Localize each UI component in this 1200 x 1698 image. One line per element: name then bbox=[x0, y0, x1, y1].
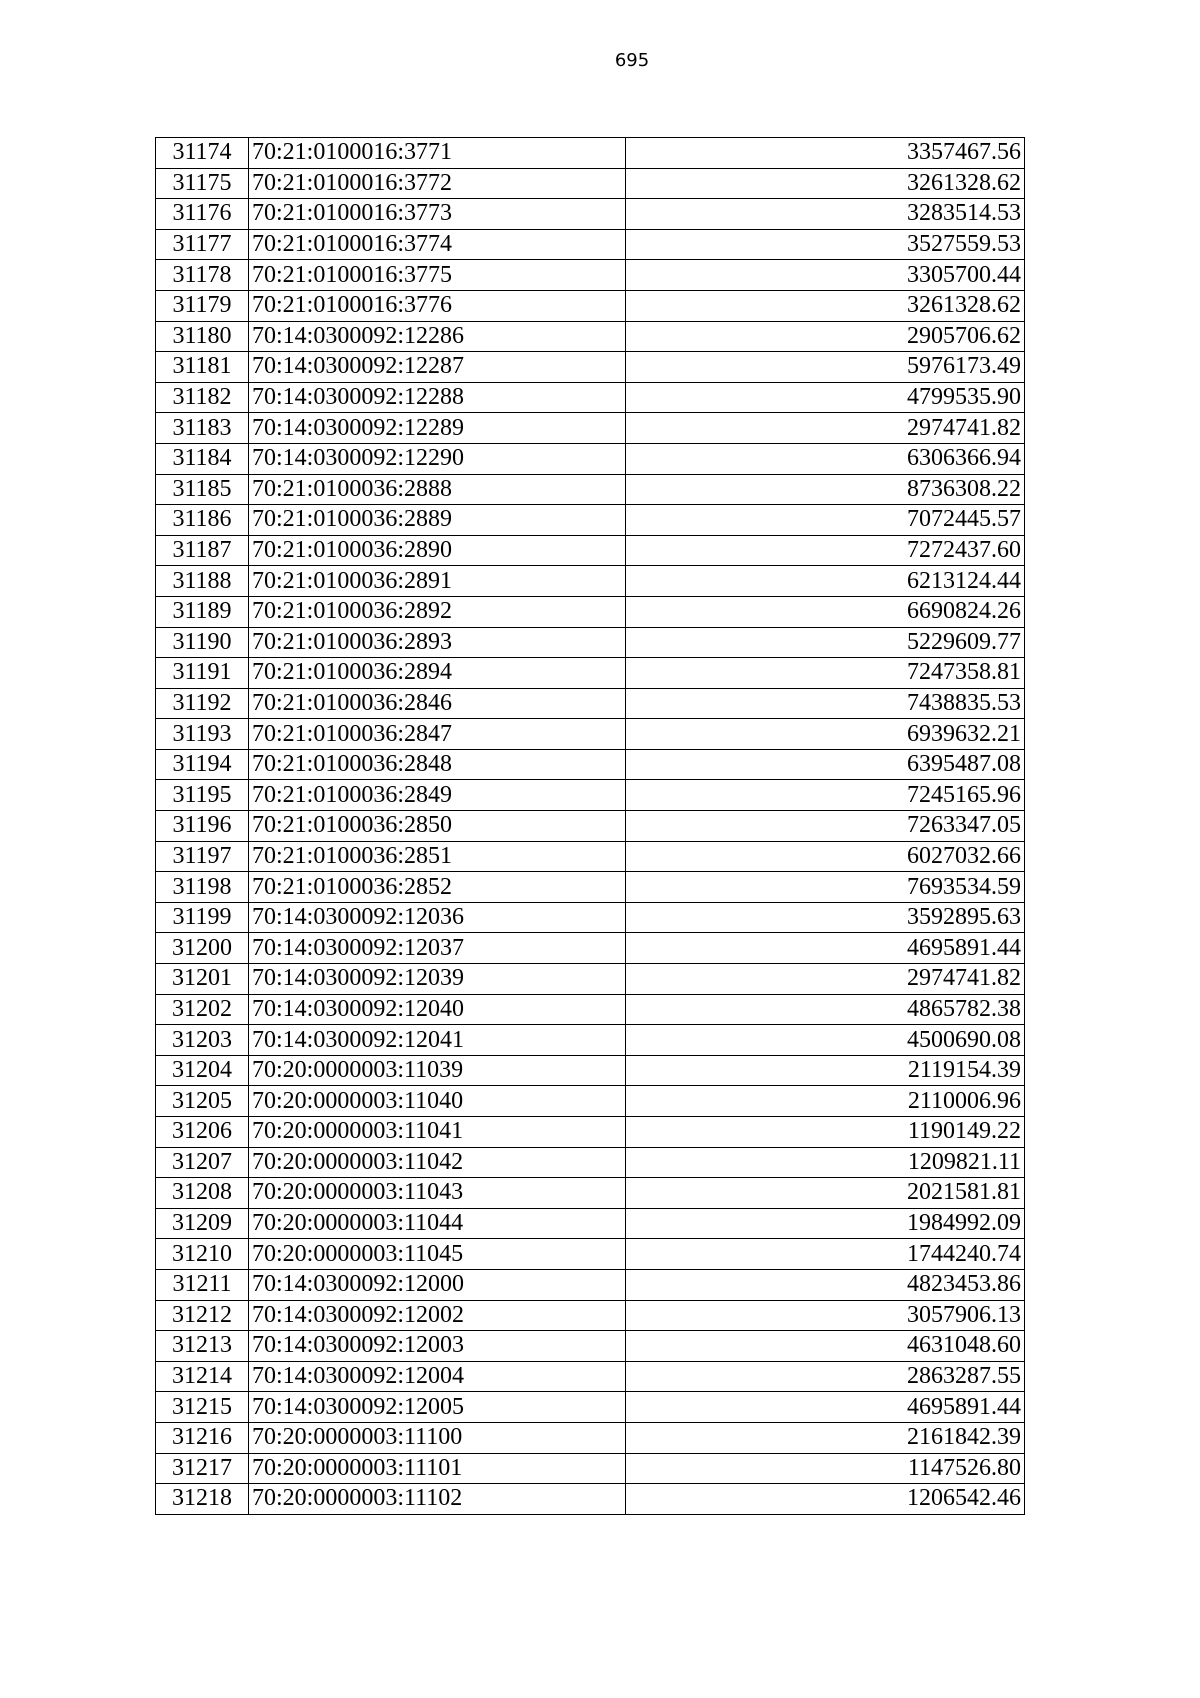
cadastral-value-cell: 4631048.60 bbox=[626, 1331, 1025, 1362]
row-number-cell: 31208 bbox=[156, 1178, 249, 1209]
cadastral-value-cell: 4823453.86 bbox=[626, 1269, 1025, 1300]
cadastral-value-cell: 3261328.62 bbox=[626, 290, 1025, 321]
row-number-cell: 31217 bbox=[156, 1453, 249, 1484]
cadastral-value-cell: 1209821.11 bbox=[626, 1147, 1025, 1178]
row-number-cell: 31187 bbox=[156, 535, 249, 566]
cadastral-number-cell: 70:20:0000003:11102 bbox=[249, 1484, 626, 1515]
cadastral-value-cell: 6395487.08 bbox=[626, 749, 1025, 780]
row-number-cell: 31190 bbox=[156, 627, 249, 658]
row-number-cell: 31205 bbox=[156, 1086, 249, 1117]
cadastral-value-cell: 6306366.94 bbox=[626, 443, 1025, 474]
cadastral-value-cell: 7247358.81 bbox=[626, 658, 1025, 689]
cadastral-value-cell: 2021581.81 bbox=[626, 1178, 1025, 1209]
row-number-cell: 31193 bbox=[156, 719, 249, 750]
row-number-cell: 31185 bbox=[156, 474, 249, 505]
cadastral-value-cell: 4695891.44 bbox=[626, 1392, 1025, 1423]
cadastral-number-cell: 70:14:0300092:12036 bbox=[249, 902, 626, 933]
table-row bbox=[156, 964, 1025, 995]
cadastral-value-cell: 6939632.21 bbox=[626, 719, 1025, 750]
table-row bbox=[156, 1422, 1025, 1453]
cadastral-value-cell: 7693534.59 bbox=[626, 872, 1025, 903]
cadastral-number-cell: 70:14:0300092:12039 bbox=[249, 964, 626, 995]
row-number-cell: 31176 bbox=[156, 199, 249, 230]
cadastral-value-cell: 1147526.80 bbox=[626, 1453, 1025, 1484]
row-number-cell: 31214 bbox=[156, 1361, 249, 1392]
cadastral-number-cell: 70:21:0100036:2847 bbox=[249, 719, 626, 750]
row-number-cell: 31198 bbox=[156, 872, 249, 903]
cadastral-number-cell: 70:21:0100036:2852 bbox=[249, 872, 626, 903]
row-number-cell: 31213 bbox=[156, 1331, 249, 1362]
cadastral-number-cell: 70:20:0000003:11045 bbox=[249, 1239, 626, 1270]
table-row bbox=[156, 1453, 1025, 1484]
row-number-cell: 31204 bbox=[156, 1055, 249, 1086]
row-number-cell: 31178 bbox=[156, 260, 249, 291]
table-row bbox=[156, 352, 1025, 383]
table-row bbox=[156, 1178, 1025, 1209]
cadastral-value-cell: 2119154.39 bbox=[626, 1055, 1025, 1086]
cadastral-value-cell: 2110006.96 bbox=[626, 1086, 1025, 1117]
table-row bbox=[156, 994, 1025, 1025]
row-number-cell: 31209 bbox=[156, 1208, 249, 1239]
row-number-cell: 31174 bbox=[156, 138, 249, 169]
table-row bbox=[156, 627, 1025, 658]
cadastral-number-cell: 70:21:0100036:2888 bbox=[249, 474, 626, 505]
cadastral-value-cell: 7072445.57 bbox=[626, 505, 1025, 536]
cadastral-number-cell: 70:14:0300092:12004 bbox=[249, 1361, 626, 1392]
cadastral-number-cell: 70:14:0300092:12289 bbox=[249, 413, 626, 444]
cadastral-number-cell: 70:14:0300092:12287 bbox=[249, 352, 626, 383]
cadastral-number-cell: 70:14:0300092:12002 bbox=[249, 1300, 626, 1331]
table-row bbox=[156, 596, 1025, 627]
row-number-cell: 31183 bbox=[156, 413, 249, 444]
cadastral-value-cell: 1744240.74 bbox=[626, 1239, 1025, 1270]
table-row bbox=[156, 658, 1025, 689]
cadastral-number-cell: 70:21:0100036:2890 bbox=[249, 535, 626, 566]
row-number-cell: 31215 bbox=[156, 1392, 249, 1423]
cadastral-value-cell: 7438835.53 bbox=[626, 688, 1025, 719]
row-number-cell: 31211 bbox=[156, 1269, 249, 1300]
table-row bbox=[156, 780, 1025, 811]
cadastral-number-cell: 70:20:0000003:11039 bbox=[249, 1055, 626, 1086]
row-number-cell: 31180 bbox=[156, 321, 249, 352]
row-number-cell: 31182 bbox=[156, 382, 249, 413]
row-number-cell: 31212 bbox=[156, 1300, 249, 1331]
cadastral-number-cell: 70:21:0100036:2893 bbox=[249, 627, 626, 658]
table-row bbox=[156, 1025, 1025, 1056]
cadastral-value-cell: 5976173.49 bbox=[626, 352, 1025, 383]
cadastral-value-cell: 3527559.53 bbox=[626, 229, 1025, 260]
row-number-cell: 31202 bbox=[156, 994, 249, 1025]
table-row bbox=[156, 168, 1025, 199]
cadastral-number-cell: 70:21:0100016:3773 bbox=[249, 199, 626, 230]
cadastral-number-cell: 70:20:0000003:11100 bbox=[249, 1422, 626, 1453]
cadastral-number-cell: 70:14:0300092:12041 bbox=[249, 1025, 626, 1056]
table-row bbox=[156, 1300, 1025, 1331]
cadastral-value-cell: 2161842.39 bbox=[626, 1422, 1025, 1453]
cadastral-number-cell: 70:14:0300092:12005 bbox=[249, 1392, 626, 1423]
table-row bbox=[156, 1117, 1025, 1148]
cadastral-number-cell: 70:21:0100016:3776 bbox=[249, 290, 626, 321]
cadastral-value-cell: 6213124.44 bbox=[626, 566, 1025, 597]
table-row bbox=[156, 535, 1025, 566]
cadastral-number-cell: 70:14:0300092:12286 bbox=[249, 321, 626, 352]
cadastral-value-cell: 2905706.62 bbox=[626, 321, 1025, 352]
row-number-cell: 31201 bbox=[156, 964, 249, 995]
table-row bbox=[156, 1086, 1025, 1117]
table-row bbox=[156, 1208, 1025, 1239]
cadastral-value-cell: 2974741.82 bbox=[626, 413, 1025, 444]
cadastral-value-cell: 3357467.56 bbox=[626, 138, 1025, 169]
row-number-cell: 31197 bbox=[156, 841, 249, 872]
row-number-cell: 31194 bbox=[156, 749, 249, 780]
table-row bbox=[156, 1484, 1025, 1515]
cadastral-number-cell: 70:20:0000003:11044 bbox=[249, 1208, 626, 1239]
cadastral-number-cell: 70:21:0100016:3771 bbox=[249, 138, 626, 169]
row-number-cell: 31189 bbox=[156, 596, 249, 627]
table-row bbox=[156, 1147, 1025, 1178]
row-number-cell: 31191 bbox=[156, 658, 249, 689]
cadastral-number-cell: 70:14:0300092:12037 bbox=[249, 933, 626, 964]
cadastral-number-cell: 70:21:0100036:2891 bbox=[249, 566, 626, 597]
cadastral-value-cell: 1190149.22 bbox=[626, 1117, 1025, 1148]
page-number: 695 bbox=[614, 50, 650, 71]
row-number-cell: 31188 bbox=[156, 566, 249, 597]
cadastral-number-cell: 70:21:0100016:3775 bbox=[249, 260, 626, 291]
table-row bbox=[156, 229, 1025, 260]
table-row bbox=[156, 1055, 1025, 1086]
cadastral-value-cell: 3057906.13 bbox=[626, 1300, 1025, 1331]
table-row bbox=[156, 413, 1025, 444]
cadastral-number-cell: 70:20:0000003:11041 bbox=[249, 1117, 626, 1148]
cadastral-value-cell: 4500690.08 bbox=[626, 1025, 1025, 1056]
cadastral-value-cell: 4799535.90 bbox=[626, 382, 1025, 413]
cadastral-number-cell: 70:21:0100036:2849 bbox=[249, 780, 626, 811]
cadastral-number-cell: 70:20:0000003:11042 bbox=[249, 1147, 626, 1178]
cadastral-value-cell: 5229609.77 bbox=[626, 627, 1025, 658]
cadastral-number-cell: 70:14:0300092:12003 bbox=[249, 1331, 626, 1362]
cadastral-value-table bbox=[155, 137, 1025, 1515]
row-number-cell: 31177 bbox=[156, 229, 249, 260]
row-number-cell: 31216 bbox=[156, 1422, 249, 1453]
table-row bbox=[156, 933, 1025, 964]
cadastral-number-cell: 70:21:0100036:2848 bbox=[249, 749, 626, 780]
table-row bbox=[156, 841, 1025, 872]
cadastral-value-cell: 4695891.44 bbox=[626, 933, 1025, 964]
cadastral-value-cell: 6690824.26 bbox=[626, 596, 1025, 627]
table-row bbox=[156, 1331, 1025, 1362]
row-number-cell: 31199 bbox=[156, 902, 249, 933]
cadastral-number-cell: 70:14:0300092:12000 bbox=[249, 1269, 626, 1300]
table-row bbox=[156, 321, 1025, 352]
cadastral-value-cell: 7272437.60 bbox=[626, 535, 1025, 566]
table-row bbox=[156, 1361, 1025, 1392]
table-row bbox=[156, 474, 1025, 505]
cadastral-number-cell: 70:20:0000003:11101 bbox=[249, 1453, 626, 1484]
row-number-cell: 31218 bbox=[156, 1484, 249, 1515]
cadastral-number-cell: 70:21:0100036:2889 bbox=[249, 505, 626, 536]
cadastral-value-cell: 3261328.62 bbox=[626, 168, 1025, 199]
row-number-cell: 31186 bbox=[156, 505, 249, 536]
cadastral-number-cell: 70:14:0300092:12040 bbox=[249, 994, 626, 1025]
row-number-cell: 31210 bbox=[156, 1239, 249, 1270]
row-number-cell: 31207 bbox=[156, 1147, 249, 1178]
table-row bbox=[156, 1392, 1025, 1423]
cadastral-number-cell: 70:20:0000003:11040 bbox=[249, 1086, 626, 1117]
row-number-cell: 31192 bbox=[156, 688, 249, 719]
row-number-cell: 31203 bbox=[156, 1025, 249, 1056]
table-row bbox=[156, 1239, 1025, 1270]
cadastral-number-cell: 70:21:0100036:2846 bbox=[249, 688, 626, 719]
cadastral-value-cell: 3305700.44 bbox=[626, 260, 1025, 291]
table-row bbox=[156, 443, 1025, 474]
row-number-cell: 31179 bbox=[156, 290, 249, 321]
cadastral-value-cell: 4865782.38 bbox=[626, 994, 1025, 1025]
cadastral-number-cell: 70:14:0300092:12290 bbox=[249, 443, 626, 474]
table-row bbox=[156, 138, 1025, 169]
cadastral-number-cell: 70:21:0100036:2850 bbox=[249, 811, 626, 842]
cadastral-number-cell: 70:21:0100016:3772 bbox=[249, 168, 626, 199]
row-number-cell: 31184 bbox=[156, 443, 249, 474]
table-row bbox=[156, 811, 1025, 842]
cadastral-value-cell: 3283514.53 bbox=[626, 199, 1025, 230]
cadastral-value-cell: 1206542.46 bbox=[626, 1484, 1025, 1515]
row-number-cell: 31181 bbox=[156, 352, 249, 383]
cadastral-value-cell: 1984992.09 bbox=[626, 1208, 1025, 1239]
table-row bbox=[156, 290, 1025, 321]
table-row bbox=[156, 872, 1025, 903]
cadastral-value-cell: 2974741.82 bbox=[626, 964, 1025, 995]
cadastral-value-cell: 8736308.22 bbox=[626, 474, 1025, 505]
cadastral-value-cell: 7263347.05 bbox=[626, 811, 1025, 842]
cadastral-number-cell: 70:21:0100036:2892 bbox=[249, 596, 626, 627]
table-row bbox=[156, 902, 1025, 933]
row-number-cell: 31206 bbox=[156, 1117, 249, 1148]
table-row bbox=[156, 199, 1025, 230]
table-row bbox=[156, 505, 1025, 536]
table-row bbox=[156, 382, 1025, 413]
cadastral-value-cell: 6027032.66 bbox=[626, 841, 1025, 872]
row-number-cell: 31200 bbox=[156, 933, 249, 964]
table-row bbox=[156, 749, 1025, 780]
row-number-cell: 31195 bbox=[156, 780, 249, 811]
table-row bbox=[156, 566, 1025, 597]
cadastral-value-cell: 7245165.96 bbox=[626, 780, 1025, 811]
cadastral-number-cell: 70:21:0100036:2894 bbox=[249, 658, 626, 689]
cadastral-number-cell: 70:14:0300092:12288 bbox=[249, 382, 626, 413]
cadastral-number-cell: 70:21:0100016:3774 bbox=[249, 229, 626, 260]
cadastral-number-cell: 70:21:0100036:2851 bbox=[249, 841, 626, 872]
row-number-cell: 31175 bbox=[156, 168, 249, 199]
cadastral-number-cell: 70:20:0000003:11043 bbox=[249, 1178, 626, 1209]
cadastral-value-cell: 2863287.55 bbox=[626, 1361, 1025, 1392]
table-row bbox=[156, 688, 1025, 719]
row-number-cell: 31196 bbox=[156, 811, 249, 842]
table-row bbox=[156, 1269, 1025, 1300]
table-row bbox=[156, 719, 1025, 750]
table-body bbox=[156, 138, 1025, 1515]
table-row bbox=[156, 260, 1025, 291]
cadastral-value-cell: 3592895.63 bbox=[626, 902, 1025, 933]
